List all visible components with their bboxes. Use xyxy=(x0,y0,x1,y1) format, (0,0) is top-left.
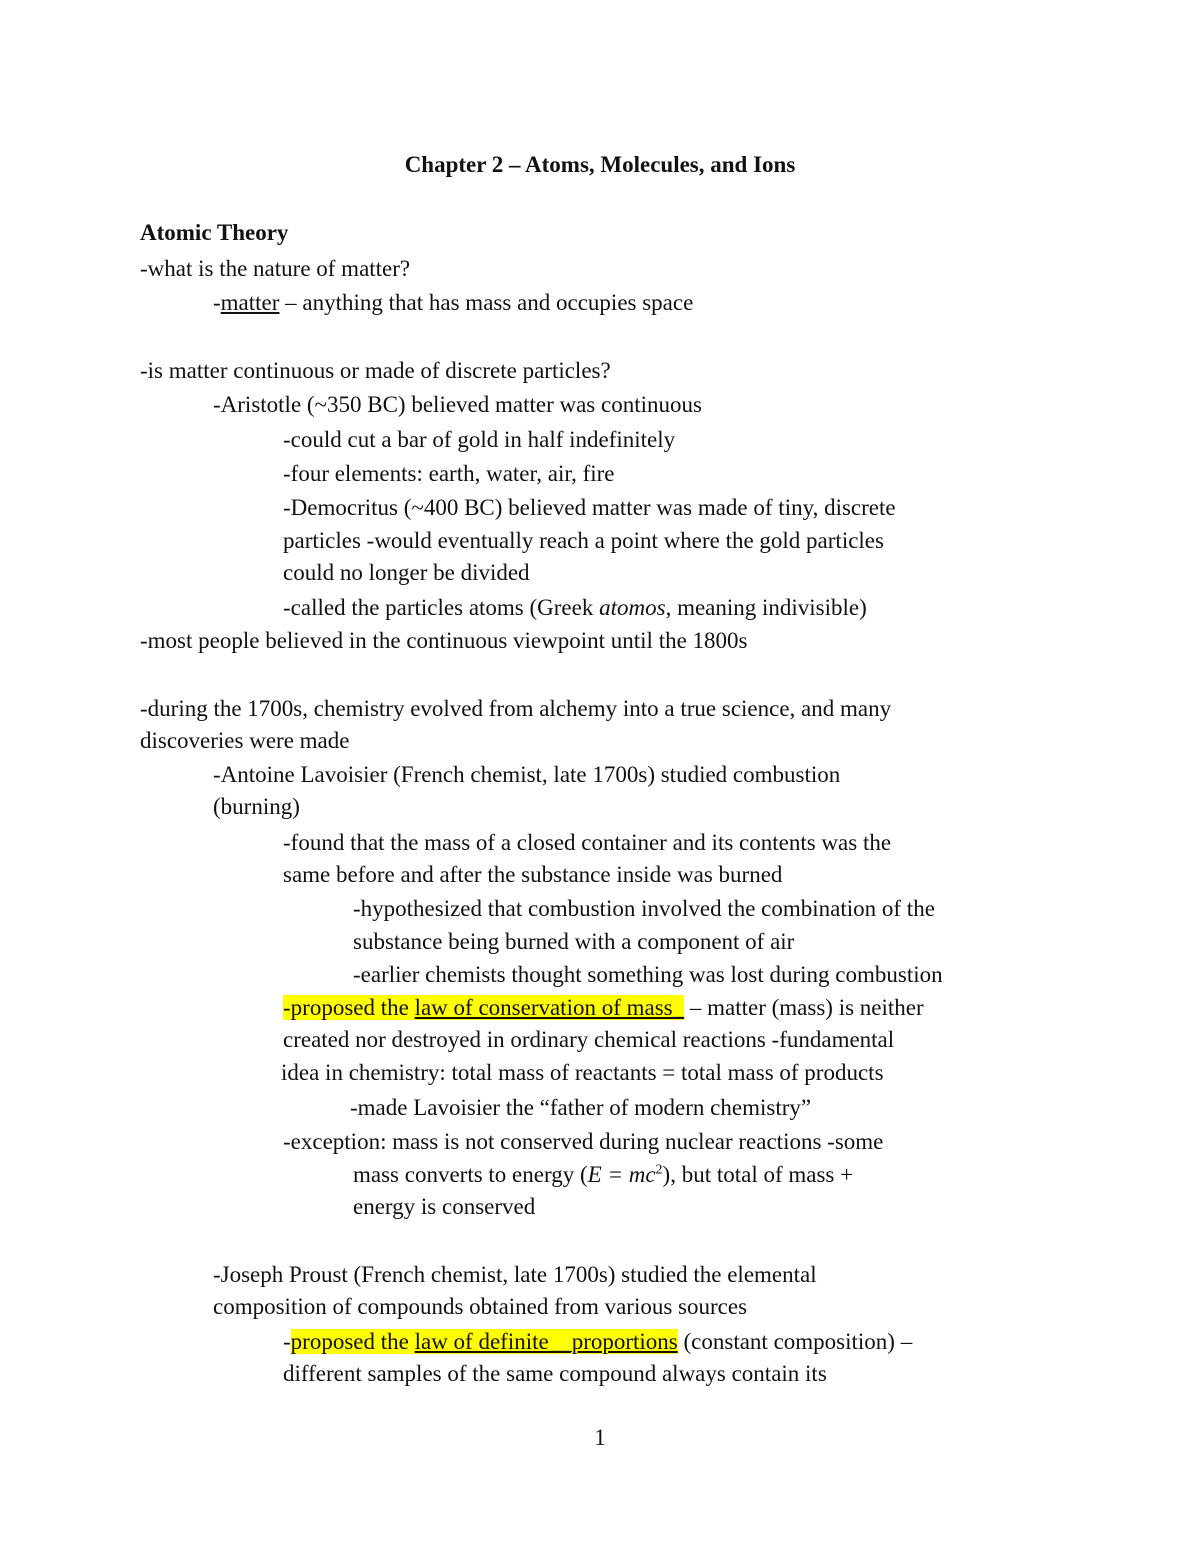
text-line: created nor destroyed in ordinary chemical reactions -fundamental xyxy=(283,1027,895,1052)
text-line: discoveries were made xyxy=(140,728,350,753)
text-line: -Democritus (~400 BC) believed matter was made of tiny, discrete xyxy=(283,495,896,520)
text-line xyxy=(353,1160,853,1190)
text-line: -most people believed in the continuous viewpoint until the 1800s xyxy=(140,628,748,653)
text-fragment: - xyxy=(213,290,221,315)
text-line: energy is conserved xyxy=(353,1194,536,1219)
equation: E = mc xyxy=(587,1162,656,1187)
text-line xyxy=(283,993,924,1023)
term-law-of-conservation-of-mass: law of conservation of mass_ xyxy=(414,995,685,1020)
text-fragment: – anything that has mass and occupies space xyxy=(279,290,694,315)
text-line xyxy=(283,593,867,623)
text-fragment: , meaning indivisible) xyxy=(665,595,867,620)
text-line: (burning) xyxy=(213,794,300,819)
text-line: -hypothesized that combustion involved the combination of the xyxy=(353,896,935,921)
superscript: 2 xyxy=(655,1162,663,1178)
term-matter: matter xyxy=(220,290,280,315)
text-line: -exception: mass is not conserved during nuclear reactions -some xyxy=(283,1129,884,1154)
text-line: substance being burned with a component of air xyxy=(353,929,795,954)
text-line: -during the 1700s, chemistry evolved from alchemy into a true science, and many xyxy=(140,696,892,721)
text-line: idea in chemistry: total mass of reactants = total mass of products xyxy=(281,1060,884,1085)
text-line: -made Lavoisier the “father of modern chemistry” xyxy=(350,1095,812,1120)
text-line: same before and after the substance inside was burned xyxy=(283,862,783,887)
text-line: -four elements: earth, water, air, fire xyxy=(283,461,615,486)
text-fragment: – matter (mass) is neither xyxy=(684,995,924,1020)
page-title: Chapter 2 – Atoms, Molecules, and Ions xyxy=(404,152,796,177)
text-fragment: - xyxy=(283,1329,291,1354)
text-fragment: -called the particles atoms (Greek xyxy=(283,595,600,620)
text-line: -Antoine Lavoisier (French chemist, late 1700s) studied combustion xyxy=(213,762,841,787)
text-line: -could cut a bar of gold in half indefinitely xyxy=(283,427,676,452)
text-line: -found that the mass of a closed container and its contents was the xyxy=(283,830,892,855)
text-fragment: (constant composition) – xyxy=(677,1329,913,1354)
text-line: -what is the nature of matter? xyxy=(140,256,411,281)
text-line: composition of compounds obtained from various sources xyxy=(213,1294,748,1319)
text-line: -earlier chemists thought something was lost during combustion xyxy=(353,962,943,987)
text-line xyxy=(283,1327,912,1357)
text-line: -Joseph Proust (French chemist, late 1700s) studied the elemental xyxy=(213,1262,817,1287)
text-fragment: ), but total of mass + xyxy=(662,1162,854,1187)
text-line: different samples of the same compound always contain its xyxy=(283,1361,827,1386)
text-fragment: mass converts to energy ( xyxy=(353,1162,588,1187)
text-line: -is matter continuous or made of discrete particles? xyxy=(140,358,611,383)
text-line xyxy=(213,288,693,318)
text-line: could no longer be divided xyxy=(283,560,530,585)
section-heading: Atomic Theory xyxy=(140,220,289,245)
highlighted-text: proposed the xyxy=(290,1329,415,1354)
page-number: 1 xyxy=(594,1425,606,1450)
term-atomos: atomos xyxy=(599,595,666,620)
text-line: -Aristotle (~350 BC) believed matter was continuous xyxy=(213,392,702,417)
highlighted-text: -proposed the xyxy=(283,995,415,1020)
term-law-of-definite-proportions: law of definite__proportions xyxy=(414,1329,678,1354)
text-line: particles -would eventually reach a point where the gold particles xyxy=(283,528,884,553)
